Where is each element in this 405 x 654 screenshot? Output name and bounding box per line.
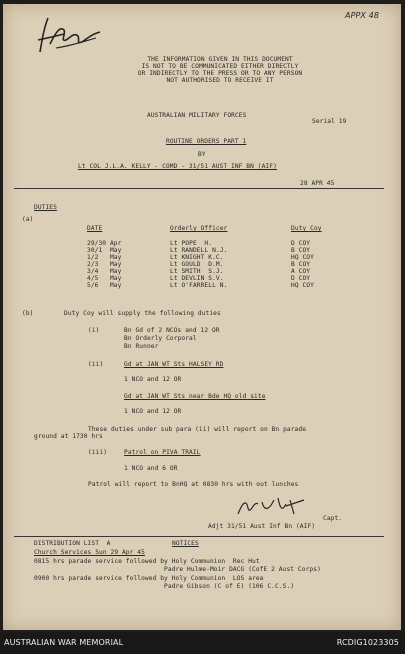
church-line: Padre Gibson (C of E) (106 C.C.S.) [34, 583, 295, 590]
warning-line-4: NOT AUTHORISED TO RECEIVE IT [166, 77, 274, 84]
row-officer: Lt GOULD D.M. [170, 261, 224, 268]
col-orderly-officer: Orderly Officer [170, 225, 228, 232]
row-coy: D COY [291, 240, 311, 247]
para-a: (a) [22, 216, 34, 223]
warning-line-3: OR INDIRECTLY TO THE PRESS OR TO ANY PERSON [137, 70, 303, 77]
guard-1-detail: 1 NCO and 12 OR [124, 376, 182, 383]
row-coy: B COY [291, 247, 311, 254]
serial-number: Serial 19 [312, 118, 347, 125]
church-line: 0900 hrs parade service followed by Holy Communion LOS area [34, 575, 264, 582]
adjutant-title: Adjt 31/51 Aust Inf Bn (AIF) [208, 523, 316, 530]
sub-ii-label: (ii) [88, 361, 104, 368]
church-heading: Church Services Sun 29 Apr 45 [34, 549, 145, 556]
distribution-list: DISTRIBUTION LIST A [34, 540, 111, 547]
document-title: ROUTINE ORDERS PART 1 [166, 138, 247, 145]
organisation: AUSTRALIAN MILITARY FORCES [147, 112, 247, 119]
warning-line-2: IS NOT TO BE COMMUNICATED EITHER DIRECTLY [141, 63, 299, 70]
row-coy: HQ COY [291, 254, 314, 261]
row-date: 3/4 May [87, 268, 122, 275]
row-officer: Lt DEVLIN S.V. [170, 275, 224, 282]
by-label: BY [198, 151, 206, 158]
appendix-label: APPX 48 [345, 11, 380, 20]
row-date: 29/30 Apr [87, 240, 122, 247]
patrol-title: Patrol on PIVA TRAIL [124, 449, 201, 456]
guard-2-detail: 1 NCO and 12 OR [124, 408, 182, 415]
footer-record-id: RCDIG1023305 [336, 638, 399, 647]
handwritten-signature [34, 12, 106, 58]
row-coy: B COY [291, 261, 311, 268]
sub-i-line: Bn Gd of 2 NCOs and 12 OR [124, 327, 220, 334]
notices-heading: NOTICES [172, 540, 199, 547]
row-officer: Lt KNIGHT K.C. [170, 254, 224, 261]
row-date: 2/3 May [87, 261, 122, 268]
church-line: 0815 hrs parade service followed by Holy Communion Rec Hut [34, 558, 260, 565]
footer-institution: AUSTRALIAN WAR MEMORIAL [4, 638, 124, 647]
row-coy: D COY [291, 275, 311, 282]
col-duty-coy: Duty Coy [291, 225, 322, 232]
row-officer: Lt RANDELL N.J. [170, 247, 228, 254]
row-coy: HQ COY [291, 282, 314, 289]
duties-heading: DUTIES [34, 204, 57, 211]
divider [14, 536, 384, 537]
sub-iii-label: (iii) [88, 449, 108, 456]
sub-i-line: Bn Orderly Corporal [124, 335, 197, 342]
row-date: 1/2 May [87, 254, 122, 261]
row-officer: Lt SMITH S.J. [170, 268, 224, 275]
patrol-detail: 1 NCO and 6 OR [124, 465, 178, 472]
col-date: DATE [87, 225, 103, 232]
guard-1-title: Gd at JAN WT Sts HALSEY RD [124, 361, 224, 368]
order-date: 28 APR 45 [300, 180, 335, 187]
row-officer: Lt POPE H. [170, 240, 213, 247]
adjutant-signature [234, 494, 306, 520]
church-line: Padre Hulme-Moir DACG (CofE 2 Aust Corps) [34, 566, 321, 573]
sub-i-line: Bn Runner [124, 343, 159, 350]
commander: Lt COL J.L.A. KELLY - COMD - 31/51 AUST INF BN (AIF) [78, 163, 277, 170]
capt-label: Capt. [323, 515, 343, 522]
duties-note-1: These duties under sub para (ii) will report on Bn parade [88, 426, 307, 433]
row-coy: A COY [291, 268, 311, 275]
row-date: 30/1 May [87, 247, 122, 254]
patrol-note: Patrol will report to BnHQ at 0830 hrs with out lunches [88, 481, 299, 488]
row-date: 4/5 May [87, 275, 122, 282]
footer-bar [0, 632, 405, 654]
duties-note-2: ground at 1730 hrs [34, 433, 103, 440]
sub-i-label: (i) [88, 327, 100, 334]
warning-line-1: THE INFORMATION GIVEN IN THIS DOCUMENT [147, 56, 293, 63]
para-b: (b) [22, 310, 34, 317]
divider [14, 188, 384, 189]
para-b-text: Duty Coy will supply the following duties [64, 310, 221, 317]
row-date: 5/6 May [87, 282, 122, 289]
row-officer: Lt O'FARRELL N. [170, 282, 228, 289]
guard-2-title: Gd at JAN WT Sts near Bde HQ old site [124, 393, 266, 400]
